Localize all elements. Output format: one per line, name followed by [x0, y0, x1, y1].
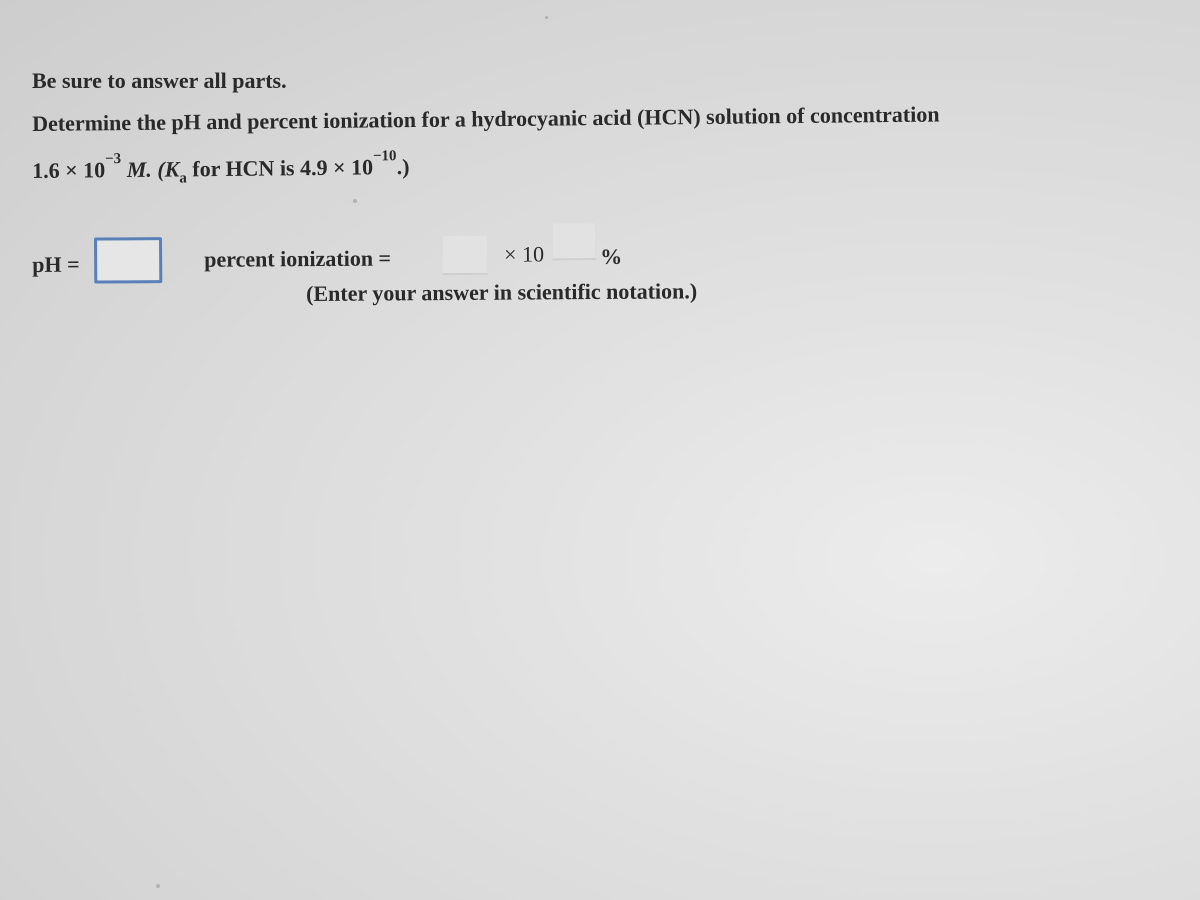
dust-speck: [353, 199, 357, 203]
scientific-notation-note: (Enter your answer in scientific notation.): [306, 278, 698, 306]
dust-speck: [156, 884, 160, 888]
question-line-1: Determine the pH and percent ionization for a hydrocyanic acid (HCN) solution of concentration: [32, 101, 940, 136]
concentration-exponent: −3: [104, 151, 122, 168]
question-line-2: [32, 148, 410, 187]
percent-ionization-mantissa-input[interactable]: [442, 235, 488, 275]
percent-ionization-label: percent ionization =: [204, 245, 392, 272]
ph-input[interactable]: [94, 237, 162, 283]
times-ten-label: × 10: [504, 241, 545, 267]
concentration-value: 1.6 × 10: [32, 157, 106, 183]
percent-ionization-exponent-input[interactable]: [552, 222, 596, 260]
ka-subscript: a: [179, 170, 187, 187]
ka-text: for HCN is 4.9 × 10: [192, 154, 374, 182]
ka-open: ($K_a$: [157, 156, 187, 187]
concentration-unit: M.: [126, 156, 152, 183]
percent-sign: %: [600, 243, 623, 270]
instructions-text: Be sure to answer all parts.: [32, 68, 287, 93]
ph-label: pH =: [32, 251, 80, 277]
ka-close: .): [396, 154, 410, 180]
ka-exponent: −10: [372, 148, 397, 165]
dust-speck: [545, 16, 548, 19]
